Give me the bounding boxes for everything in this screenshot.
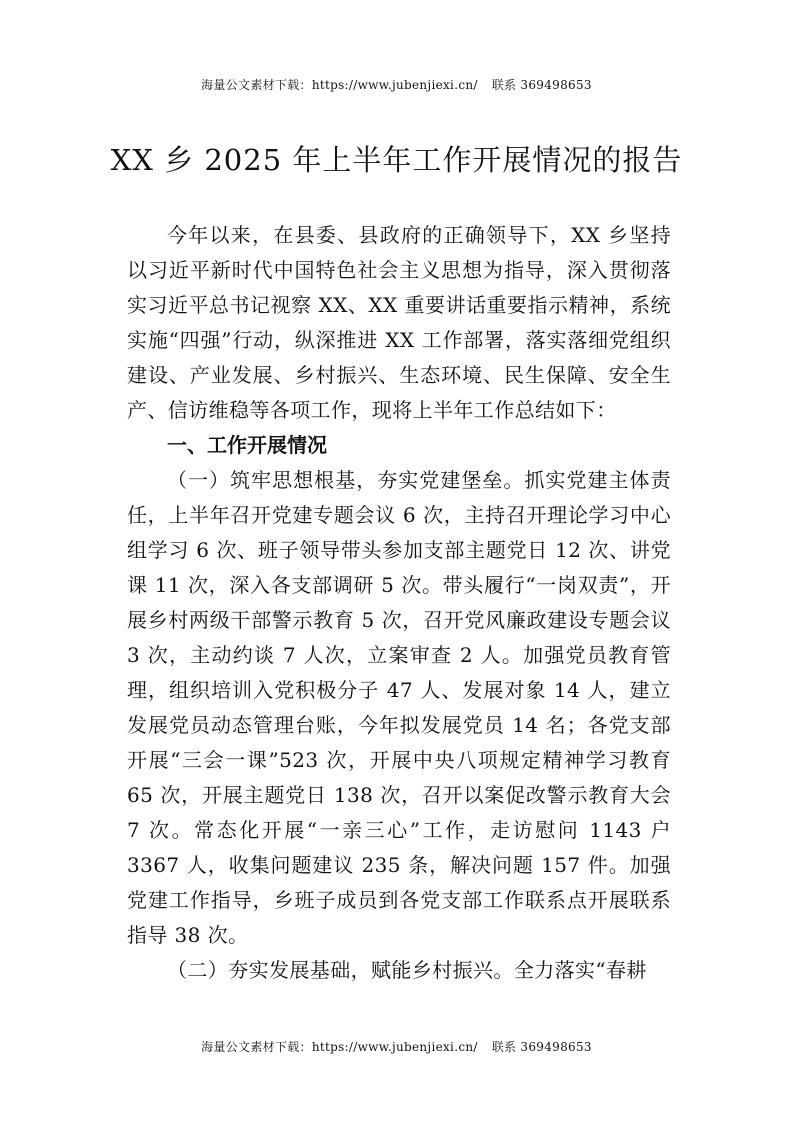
footer-contact-text: 联系 369498653 xyxy=(491,1040,592,1054)
subsection-1-paragraph xyxy=(127,463,671,953)
header-contact-text: 联系 369498653 xyxy=(491,78,592,92)
subsection-2-lead: （二）夯实发展基础，赋能乡村振兴。 xyxy=(167,958,514,982)
header-download-text: 海量公文素材下载：https://www.jubenjiexi.cn/ xyxy=(201,78,478,92)
subsection-2-text: 全力落实“春耕 xyxy=(513,958,647,982)
subsection-1-lead: （一）筑牢思想根基，夯实党建堡垒。 xyxy=(167,468,525,492)
page-header xyxy=(0,76,793,93)
subsection-2-paragraph xyxy=(127,953,671,988)
document-body xyxy=(127,218,671,988)
section-heading-1: 一、工作开展情况 xyxy=(167,433,327,457)
footer-download-text: 海量公文素材下载：https://www.jubenjiexi.cn/ xyxy=(201,1040,478,1054)
intro-paragraph: 今年以来，在县委、县政府的正确领导下，XX 乡坚持以习近平新时代中国特色社会主义思想为指导，深入贯彻落实习近平总书记视察 XX、XX 重要讲话重要指示精神，系统实施“四强”行动，纵深推进 XX 工作部署，落实落细党组织建设、产业发展、乡村振兴、生态环境、民生保障、安全生产、信访维稳等各项工作，现将上半年工作总结如下： xyxy=(127,223,671,422)
page-footer xyxy=(0,1038,793,1055)
document-title: XX 乡 2025 年上半年工作开展情况的报告 xyxy=(110,143,683,177)
subsection-1-text: 抓实党建主体责任，上半年召开党建专题会议 6 次，主持召开理论学习中心组学习 6 次、班子领导带头参加支部主题党日 12 次、讲党课 11 次，深入各支部调研 5 次。带头履行“一岗双责”，开展乡村两级干部警示教育 5 次，召开党风廉政建设专题会议 3 次，主动约谈 7 人次，立案审查 2 人。加强党员教育管理，组织培训入党积极分子 47 人、发展对象 14 人，建立发展党员动态管理台账，今年拟发展党员 14 名；各党支部开展“三会一课”523 次，开展中央八项规定精神学习教育 65 次，开展主题党日 138 次，召开以案促改警示教育大会 7 次。常态化开展“一亲三心”工作，走访慰问 1143 户 3367 人，收集问题建议 235 条，解决问题 157 件。加强党建工作指导，乡班子成员到各党支部工作联系点开展联系指导 38 次。 xyxy=(127,468,671,947)
